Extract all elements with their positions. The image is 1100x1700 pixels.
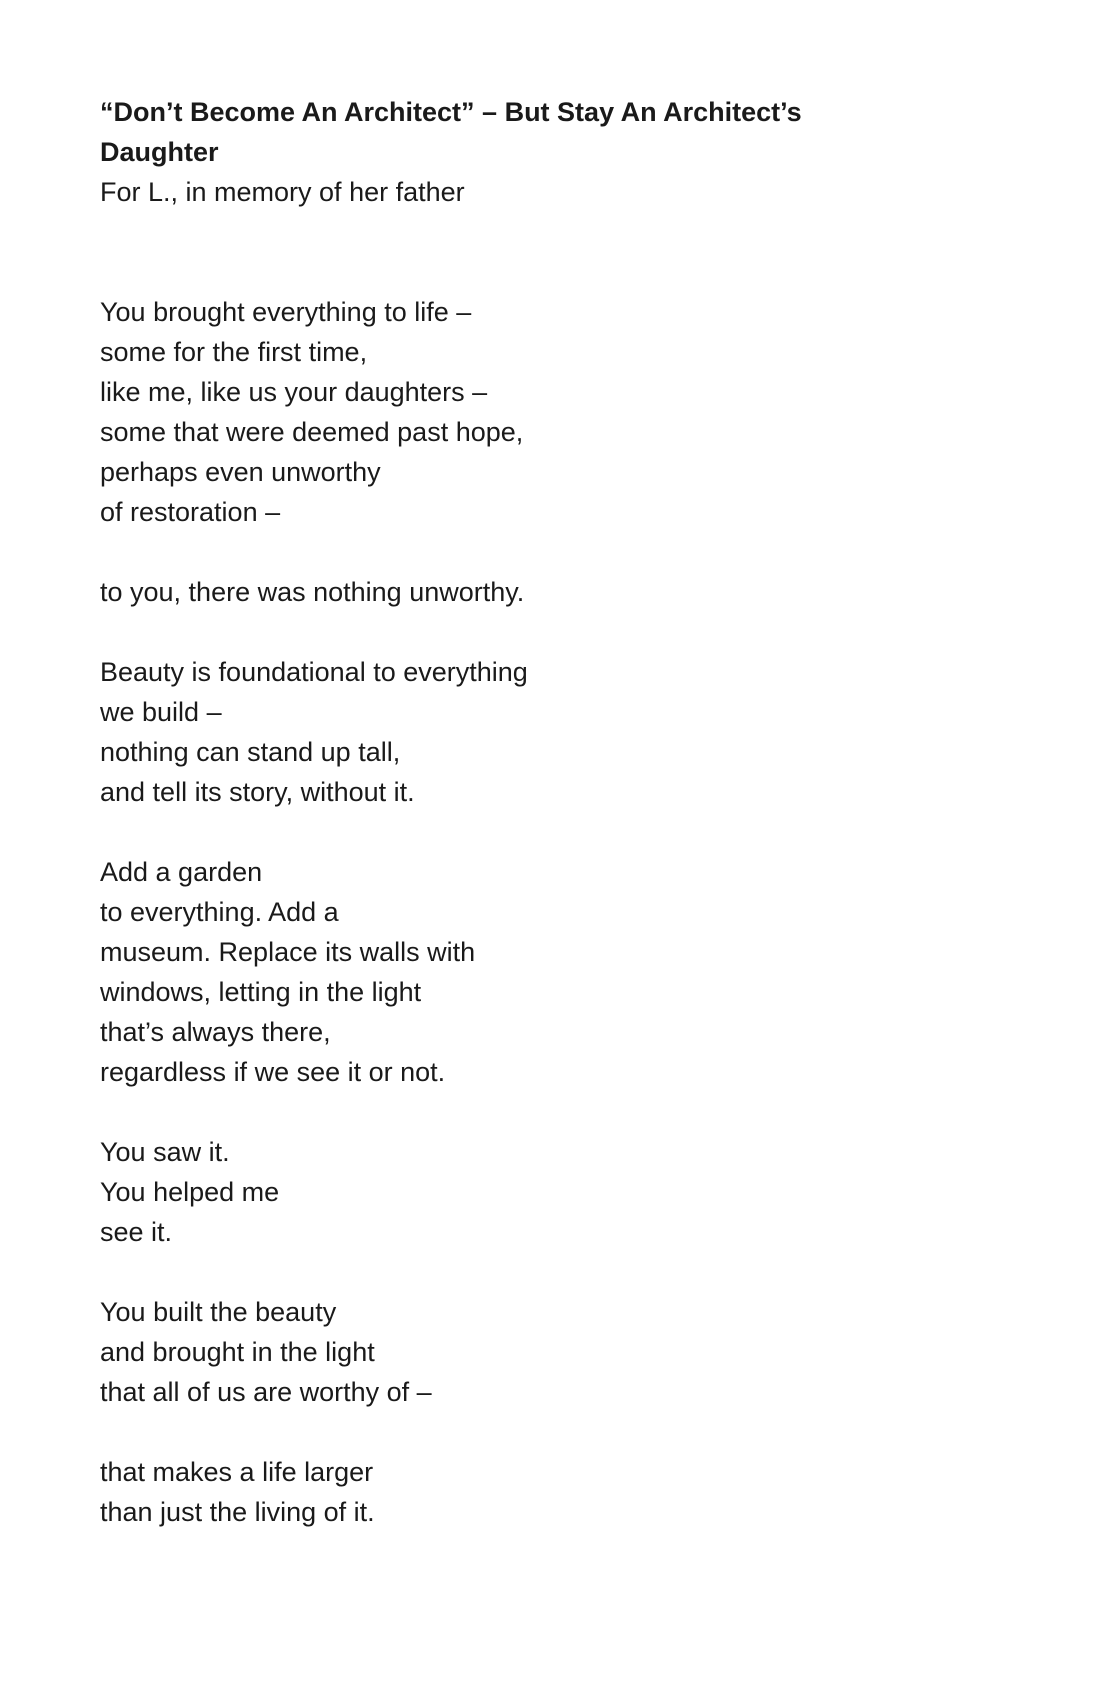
poem-line: You built the beauty (100, 1297, 337, 1327)
poem-line: and tell its story, without it. (100, 777, 415, 807)
poem-line: that all of us are worthy of – (100, 1377, 432, 1407)
poem-line: some for the first time, (100, 337, 368, 367)
poem-line: windows, letting in the light (100, 977, 422, 1007)
poem-line: of restoration – (100, 497, 281, 527)
poem-page (100, 92, 1000, 1572)
stanza (100, 292, 1000, 532)
poem-line: perhaps even unworthy (100, 457, 381, 487)
poem-line: You brought everything to life – (100, 297, 472, 327)
poem-line: some that were deemed past hope, (100, 417, 524, 447)
poem-title-line: “Don’t Become An Architect” – But Stay An Architect’s (100, 97, 802, 127)
poem-line: You saw it. (100, 1137, 230, 1167)
poem-line: Beauty is foundational to everything (100, 657, 528, 687)
poem-line: regardless if we see it or not. (100, 1057, 446, 1087)
dedication: For L., in memory of her father (100, 177, 465, 207)
poem-line: that’s always there, (100, 1017, 331, 1047)
poem-line: see it. (100, 1217, 173, 1247)
poem-body (100, 292, 1000, 1532)
poem-line: You helped me (100, 1177, 280, 1207)
poem-title (100, 92, 1000, 172)
poem-line: and brought in the light (100, 1337, 375, 1367)
poem-line: like me, like us your daughters – (100, 377, 488, 407)
stanza (100, 852, 1000, 1092)
poem-line: nothing can stand up tall, (100, 737, 401, 767)
stanza (100, 572, 1000, 612)
poem-line: than just the living of it. (100, 1497, 375, 1527)
poem-line: Add a garden (100, 857, 263, 887)
stanza (100, 1292, 1000, 1412)
stanza (100, 652, 1000, 812)
poem-line: to you, there was nothing unworthy. (100, 577, 525, 607)
stanza (100, 1132, 1000, 1252)
poem-line: museum. Replace its walls with (100, 937, 476, 967)
poem-line: to everything. Add a (100, 897, 339, 927)
poem-line: that makes a life larger (100, 1457, 374, 1487)
poem-title-line: Daughter (100, 137, 219, 167)
poem-line: we build – (100, 697, 222, 727)
stanza (100, 1452, 1000, 1532)
